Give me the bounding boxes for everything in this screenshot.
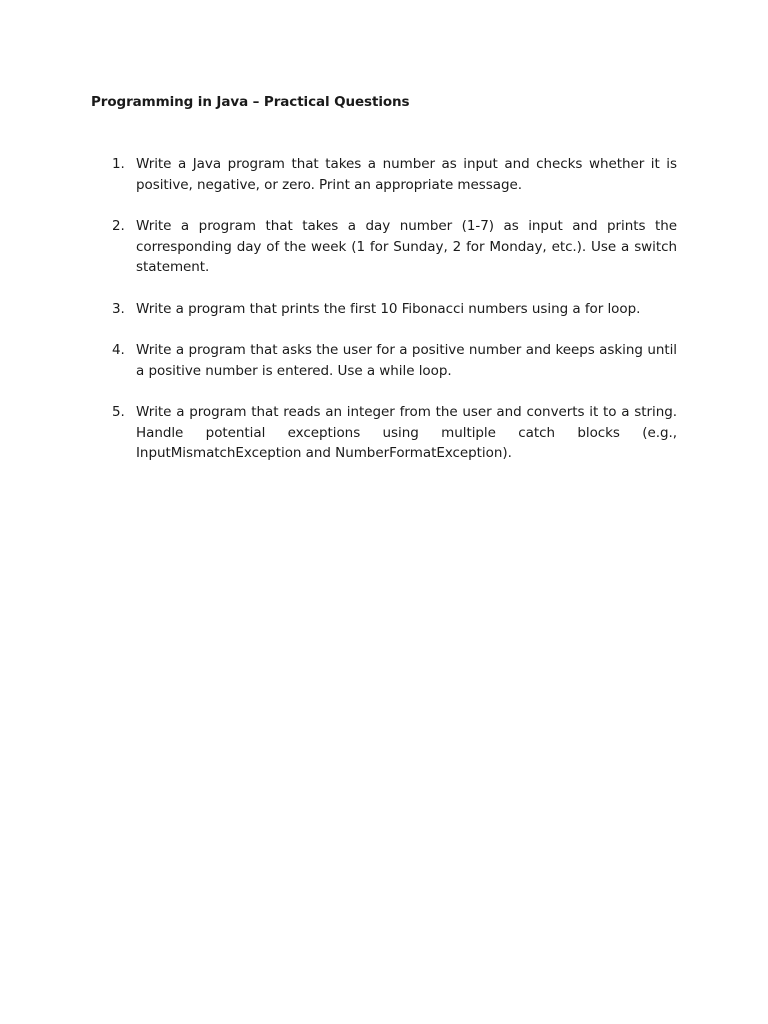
- question-text: Write a program that prints the first 10 Fibonacci numbers using a for loop.: [136, 300, 641, 317]
- question-number: 1.: [112, 156, 125, 172]
- question-text: Write a program that asks the user for a positive number and keeps asking until a positive number is entered. Use a while loop.: [136, 342, 677, 379]
- question-number: 2.: [112, 218, 125, 234]
- question-number: 3.: [112, 300, 125, 317]
- question-item-2: [112, 216, 677, 278]
- question-item-4: [112, 340, 677, 381]
- question-number: 5.: [112, 404, 125, 420]
- question-text: Write a Java program that takes a number as input and checks whether it is positive, negative, or zero. Print an appropriate message.: [136, 156, 677, 193]
- question-item-1: [112, 154, 677, 195]
- question-text: Write a program that reads an integer from the user and converts it to a string. Handle potential exceptions using multiple catch blocks (e.g., InputMismatchException and NumberFormatException).: [136, 404, 677, 462]
- question-item-5: [112, 402, 677, 464]
- question-number: 4.: [112, 342, 125, 358]
- question-list: [112, 154, 677, 485]
- question-text: Write a program that takes a day number (1-7) as input and prints the corresponding day of the week (1 for Sunday, 2 for Monday, etc.). Use a switch statement.: [136, 218, 677, 276]
- question-item-3: [112, 299, 677, 320]
- document-title: Programming in Java – Practical Questions: [91, 94, 410, 110]
